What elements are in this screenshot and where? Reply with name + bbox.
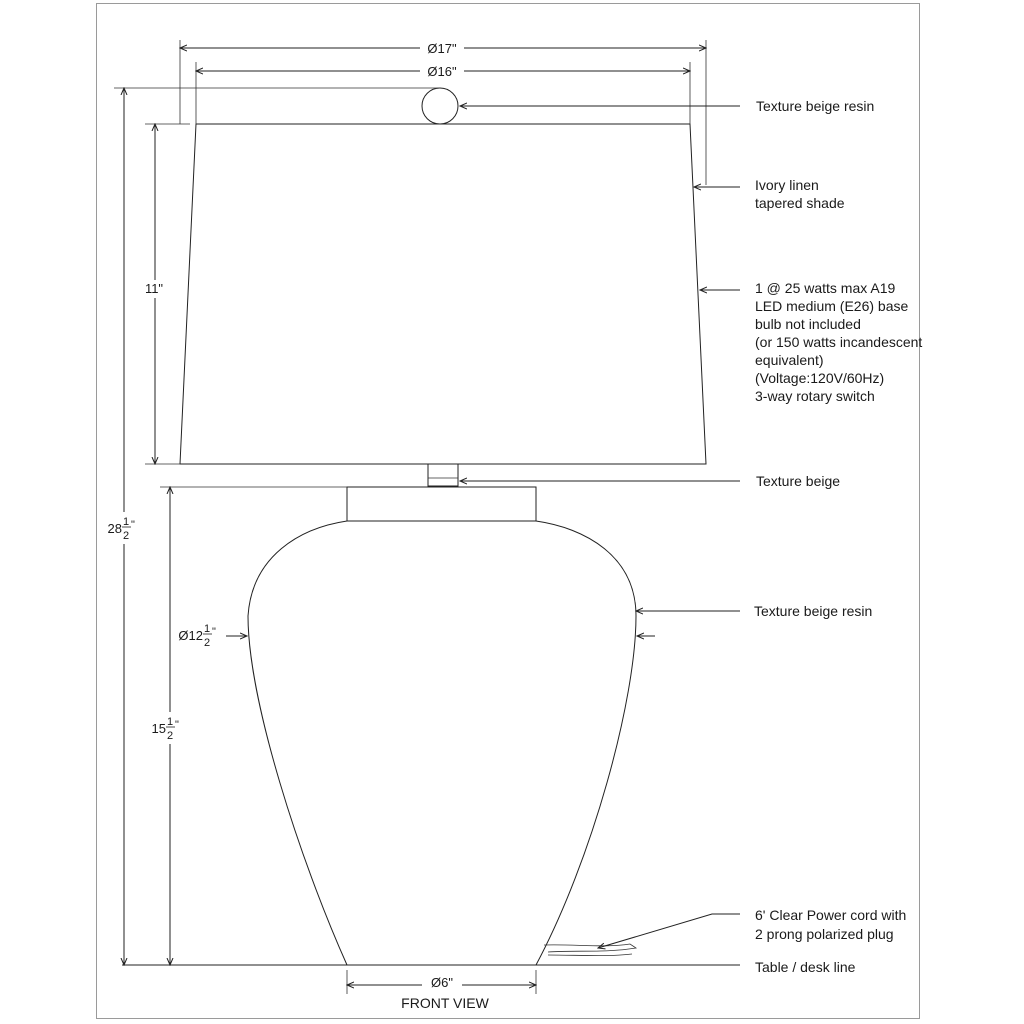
callout-neck: Texture beige [756,473,841,489]
overall-height-unit: " [131,519,135,531]
base-height-unit: " [175,719,179,731]
body-diameter-num: 1 [204,623,211,635]
shade-height: 11" [144,281,164,296]
body-diameter-unit: " [212,626,216,638]
callout-cord-1: 6' Clear Power cord with [755,907,907,923]
overall-height-whole: 28 [107,521,122,536]
callout-table: Table / desk line [755,959,856,975]
view-label: FRONT VIEW [401,995,489,1011]
callout-bulb-1: 1 @ 25 watts max A19 [755,280,896,296]
overall-height-den: 2 [123,530,130,542]
callout-bulb-7: 3-way rotary switch [755,388,875,404]
shade-bottom-diameter: Ø16" [427,64,457,79]
callout-bulb-6: (Voltage:120V/60Hz) [755,370,885,386]
lamp-neck-shape [428,464,458,486]
callout-cord-2: 2 prong polarized plug [755,926,894,942]
lamp-body-shape [248,521,636,965]
cord-leader [598,914,740,948]
callout-bulb-3: bulb not included [755,316,861,332]
foot-diameter: Ø6" [431,975,453,990]
body-diameter-whole: Ø12 [178,628,203,643]
callout-shade-2: tapered shade [755,195,845,211]
finial-shape [422,88,458,124]
callout-bulb-4: (or 150 watts incandescent [755,334,923,350]
base-height-whole: 15 [151,721,166,736]
shade-top-diameter: Ø17" [427,41,457,56]
base-height-num: 1 [167,716,174,728]
callout-finial: Texture beige resin [756,98,875,114]
base-height-den: 2 [167,730,174,742]
overall-height-num: 1 [123,516,130,528]
callout-shade-1: Ivory linen [755,177,819,193]
body-diameter-den: 2 [204,637,211,649]
callout-bulb-5: equivalent) [755,352,824,368]
power-cord-shape [544,944,636,956]
callout-bulb-2: LED medium (E26) base [755,298,909,314]
callout-body: Texture beige resin [754,603,873,619]
lamp-shade-shape [180,124,706,464]
lamp-cap-shape [347,487,536,521]
